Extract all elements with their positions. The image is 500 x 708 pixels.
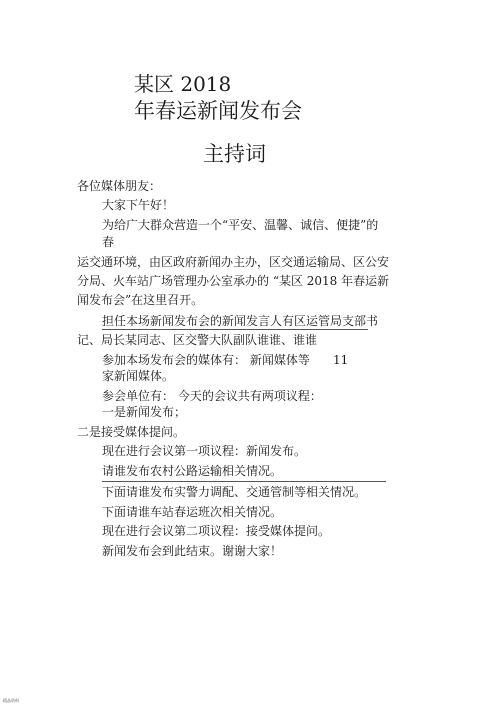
paragraph-1-line-1: 为给广大群众营造一个“平安、温馨、诚信、便捷”的: [102, 218, 379, 232]
paragraph-6: 现在进行会议第一项议程：新闻发布。: [102, 444, 307, 458]
title-line-1: 某区 2018: [134, 72, 232, 96]
title-line-2: 年春运新闻发布会: [134, 99, 302, 123]
paragraph-9: 下面请谁车站春运班次相关情况。: [102, 505, 283, 519]
media-count: 11: [333, 353, 349, 367]
paragraph-3-line-1: 参加本场发布会的媒体有： 新闻媒体等: [102, 353, 310, 367]
paragraph-4-line-1: 参会单位有： 今天的会议共有两项议程：: [102, 389, 322, 403]
paragraph-10: 现在进行会议第二项议程：接受媒体提问。: [102, 524, 331, 538]
paragraph-11: 新闻发布会到此结束。谢谢大家！: [102, 544, 283, 558]
paragraph-4-line-2: 一是新闻发布；: [102, 405, 187, 419]
paragraph-1-line-4: 分局、火车站广场管理办公室承办的 “某区 2018 年春运新: [77, 274, 390, 288]
paragraph-5: 二是接受媒体提问。: [77, 425, 186, 439]
footer-mark: 精品资料: [3, 698, 19, 703]
paragraph-2-line-2: 记、局长某同志、区交警大队副队谁谁、谁谁: [77, 333, 318, 347]
underline-rule-1: [102, 329, 368, 330]
paragraph-1-line-3: 运交通环境，由区政府新闻办主办，区交通运输局、区公安: [77, 255, 390, 269]
paragraph-8: 下面请谁发布实警力调配、交通管制等相关情况。: [102, 485, 367, 499]
paragraph-7: 请谁发布农村公路运输相关情况。: [102, 464, 283, 478]
paragraph-1-line-2: 春: [102, 235, 115, 249]
paragraph-1-line-5: 闻发布会”在这里召开。: [77, 293, 204, 307]
divider-rule: [102, 481, 386, 482]
subtitle: 主持词: [203, 142, 266, 166]
paragraph-3-line-2: 家新闻媒体。: [102, 369, 175, 383]
hello-line: 大家下午好！: [102, 198, 175, 212]
paragraph-2-line-1: 担任本场新闻发布会的新闻发言人有区运管局支部书: [102, 314, 379, 328]
greeting: 各位媒体朋友：: [77, 179, 162, 193]
